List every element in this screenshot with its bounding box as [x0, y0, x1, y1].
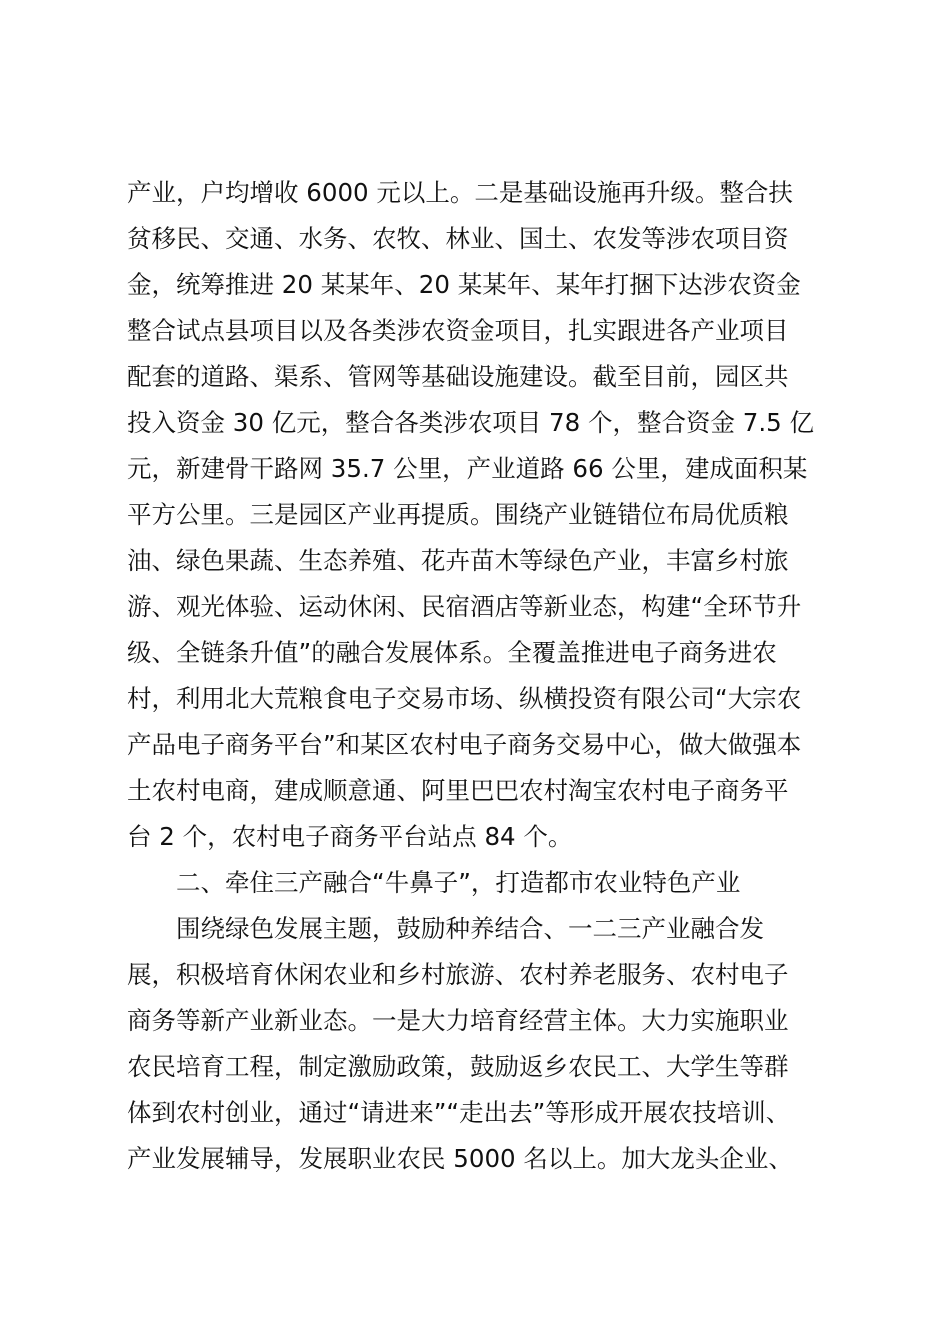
- text-line: 体到农村创业，通过“请进来”“走出去”等形成开展农技培训、: [127, 1098, 791, 1127]
- text-line: 级、全链条升值”的融合发展体系。全覆盖推进电子商务进农: [127, 638, 777, 667]
- text-line: 配套的道路、渠系、管网等基础设施建设。截至目前，园区共: [127, 362, 789, 391]
- text-line: 村，利用北大荒粮食电子交易市场、纵横投资有限公司“大宗农: [127, 684, 802, 713]
- paragraph-first-line: 围绕绿色发展主题，鼓励种养结合、一二三产业融合发: [176, 914, 764, 943]
- text-line: 贫移民、交通、水务、农牧、林业、国土、农发等涉农项目资: [127, 224, 789, 253]
- text-line: 产业，户均增收 6000 元以上。二是基础设施再升级。整合扶: [127, 178, 793, 207]
- text-line: 投入资金 30 亿元，整合各类涉农项目 78 个，整合资金 7.5 亿: [127, 408, 815, 437]
- text-line: 平方公里。三是园区产业再提质。围绕产业链错位布局优质粮: [127, 500, 789, 529]
- text-line: 游、观光体验、运动休闲、民宿酒店等新业态，构建“全环节升: [127, 592, 802, 621]
- document-body: [127, 170, 837, 1182]
- text-line: 油、绿色果蔬、生态养殖、花卉苗木等绿色产业，丰富乡村旅: [127, 546, 789, 575]
- text-line: 产品电子商务平台”和某区农村电子商务交易中心，做大做强本: [127, 730, 802, 759]
- text-line: 展，积极培育休闲农业和乡村旅游、农村养老服务、农村电子: [127, 960, 789, 989]
- text-line: 金，统筹推进 20 某某年、20 某某年、某年打捆下达涉农资金: [127, 270, 801, 299]
- text-line: 农民培育工程，制定激励政策，鼓励返乡农民工、大学生等群: [127, 1052, 789, 1081]
- text-line: 台 2 个，农村电子商务平台站点 84 个。: [127, 822, 573, 851]
- text-line: 产业发展辅导，发展职业农民 5000 名以上。加大龙头企业、: [127, 1144, 793, 1173]
- text-line: 元，新建骨干路网 35.7 公里，产业道路 66 公里，建成面积某: [127, 454, 808, 483]
- text-line: 整合试点县项目以及各类涉农资金项目，扎实跟进各产业项目: [127, 316, 789, 345]
- text-line: 土农村电商，建成顺意通、阿里巴巴农村淘宝农村电子商务平: [127, 776, 789, 805]
- section-heading: 二、牵住三产融合“牛鼻子”，打造都市农业特色产业: [176, 868, 741, 897]
- text-line: 商务等新产业新业态。一是大力培育经营主体。大力实施职业: [127, 1006, 789, 1035]
